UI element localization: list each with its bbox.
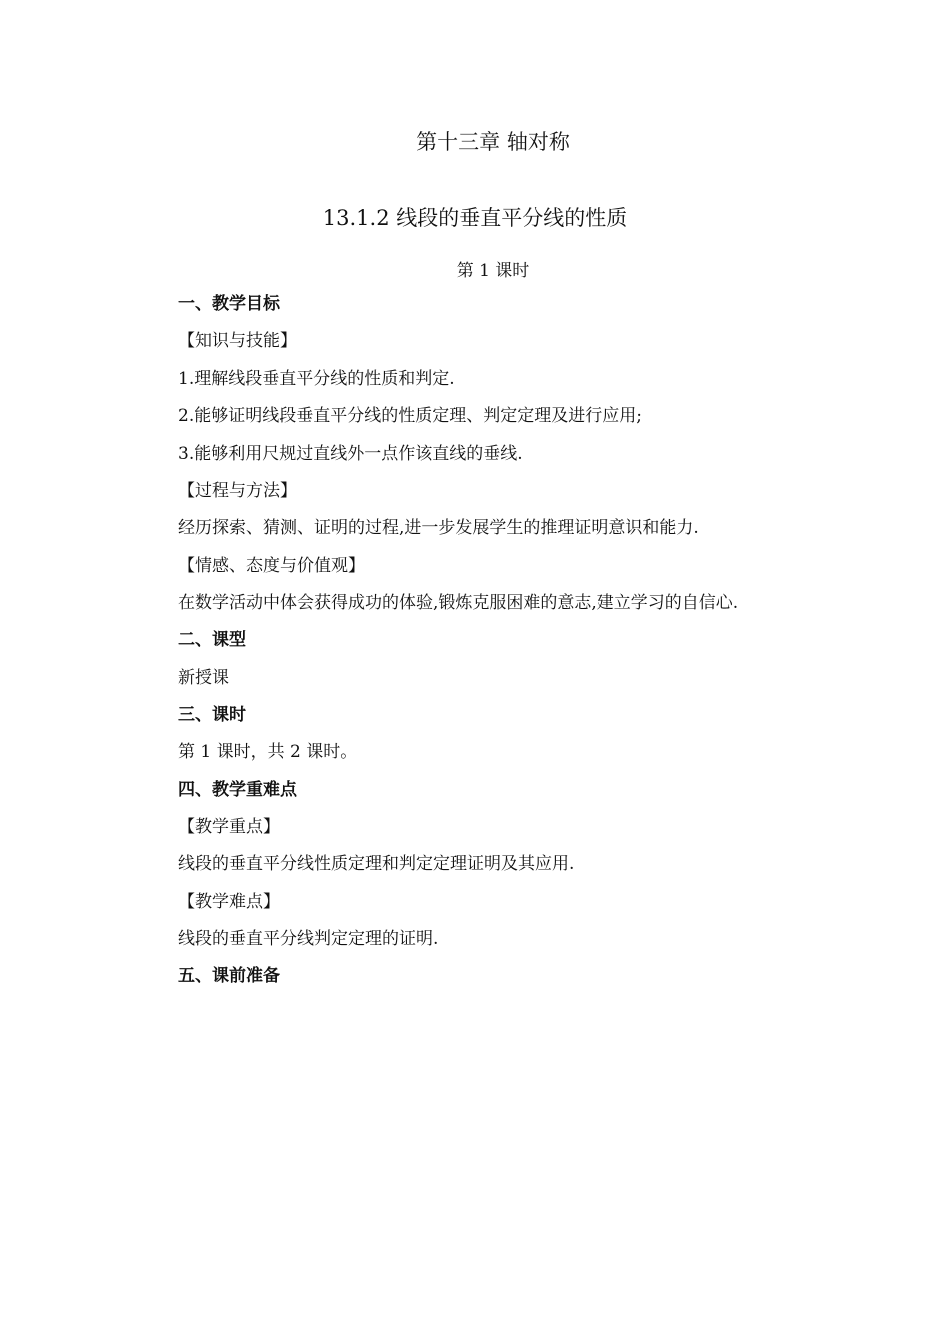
chapter-title: 第十三章 轴对称 [416,130,570,154]
paragraph-difficult-points: 线段的垂直平分线判定定理的证明. [178,929,439,949]
subheading-key-points: 【教学重点】 [178,817,280,837]
subheading-attitude-values: 【情感、态度与价值观】 [178,556,365,576]
paragraph-periods: 第 1 课时，共 2 课时。 [178,742,358,762]
section-heading-goals: 一、教学目标 [178,294,280,314]
paragraph-goal-3: 3.能够利用尺规过直线外一点作该直线的垂线. [178,444,523,464]
subheading-difficult-points: 【教学难点】 [178,892,280,912]
subheading-process-method: 【过程与方法】 [178,481,297,501]
lesson-label: 第 1 课时 [456,261,530,281]
section-heading-key-difficult: 四、教学重难点 [178,780,297,800]
paragraph-goal-2: 2.能够证明线段垂直平分线的性质定理、判定定理及进行应用; [178,406,642,426]
paragraph-process: 经历探索、猜测、证明的过程,进一步发展学生的推理证明意识和能力. [178,518,699,538]
paragraph-key-points: 线段的垂直平分线性质定理和判定定理证明及其应用. [178,854,575,874]
section-title: 13.1.2 线段的垂直平分线的性质 [322,206,628,230]
section-heading-preparation: 五、课前准备 [178,966,280,986]
section-heading-periods: 三、课时 [178,705,246,725]
subheading-knowledge-skills: 【知识与技能】 [178,331,297,351]
paragraph-lesson-type: 新授课 [178,668,229,688]
paragraph-goal-1: 1.理解线段垂直平分线的性质和判定. [178,369,455,389]
paragraph-attitude: 在数学活动中体会获得成功的体验,锻炼克服困难的意志,建立学习的自信心. [178,593,739,613]
section-heading-lesson-type: 二、课型 [178,630,246,650]
